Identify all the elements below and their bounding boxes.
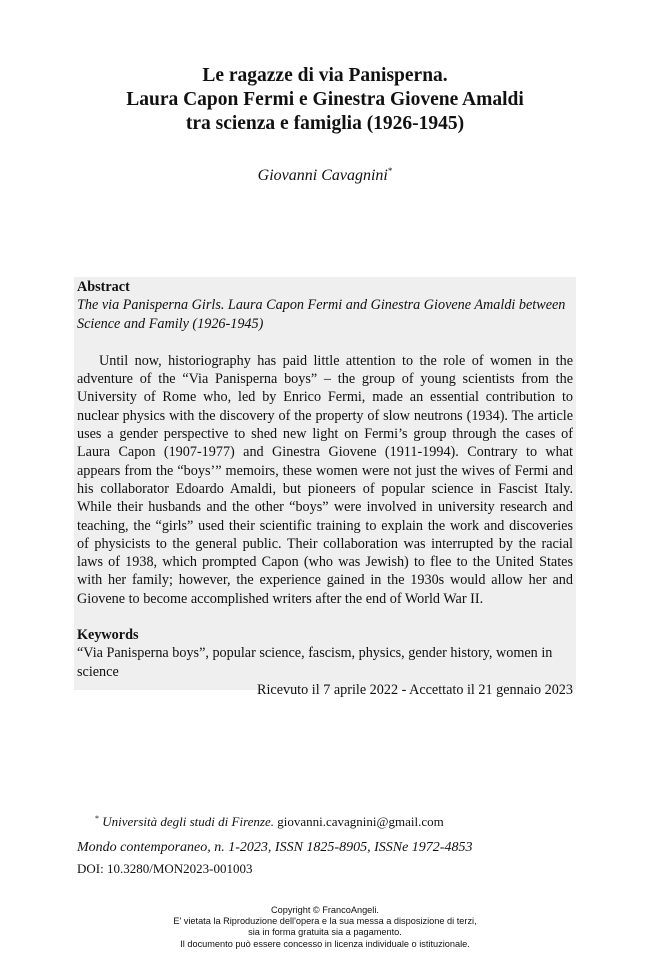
abstract-heading: Abstract bbox=[77, 279, 130, 295]
journal-citation: Mondo contemporaneo, n. 1-2023, ISSN 1825-8905, ISSNe 1972-4853 bbox=[77, 840, 473, 855]
abstract-body: Until now, historiography has paid little attention to the role of women in the adventure of the “Via Panisperna boys” – the group of young scientists from the University of Rome who, led by Enrico Fermi, made an essential contribution to nuclear physics with the discovery of the property of slow neutrons (1934). The article uses a gender perspective to shed new light on Fermi’s group through the cases of Laura Capon (1907-1977) and Ginestra Giovene (1911-1994). Contrary to what appears from the “boys’” memoirs, these women were not just the wives of Fermi and his collaborator Edoardo Amaldi, but pioneers of popular science in Fascist Italy. While their husbands and the other “boys” were involved in university research and teaching, the “girls” used their scientific training to explain the work and discoveries of physicists to the general public. Their collaboration was interrupted by the racial laws of 1938, which prompted Capon (who was Jewish) to flee to the United States with her family; however, the experience gained in the 1930s would allow her and Giovene to become accomplished writers after the end of World War II. bbox=[77, 352, 573, 607]
author-name: Giovanni Cavagnini bbox=[257, 167, 388, 184]
doi: DOI: 10.3280/MON2023-001003 bbox=[77, 861, 253, 876]
copyright-line-3: sia in forma gratuita sia a pagamento. bbox=[248, 927, 402, 938]
title-line-3: tra scienza e famiglia (1926-1945) bbox=[185, 113, 465, 134]
title-line-1: Le ragazze di via Panisperna. bbox=[202, 65, 448, 86]
abstract-english-title: The via Panisperna Girls. Laura Capon Fermi and Ginestra Giovene Amaldi between Science and Family (1926-1945) bbox=[77, 297, 566, 332]
footnote-mark: * bbox=[95, 814, 99, 823]
abstract-box bbox=[74, 277, 576, 698]
copyright-line-2: E' vietata la Riproduzione dell'opera e la sua messa a disposizione di terzi, bbox=[173, 916, 477, 927]
copyright-notice bbox=[0, 905, 650, 950]
copyright-line-1: Copyright © FrancoAngeli. bbox=[271, 905, 379, 915]
received-dates: Ricevuto il 7 aprile 2022 - Accettato il 21 gennaio 2023 bbox=[257, 681, 573, 698]
author-footnote bbox=[95, 814, 444, 830]
author-byline bbox=[0, 166, 650, 185]
keywords-heading: Keywords bbox=[77, 627, 139, 644]
author-footnote-mark: * bbox=[387, 166, 393, 176]
keywords-text: “Via Panisperna boys”, popular science, fascism, physics, gender history, women in science bbox=[77, 645, 553, 680]
author-email: giovanni.cavagnini@gmail.com bbox=[277, 814, 444, 829]
affiliation: Università degli studi di Firenze. bbox=[102, 814, 274, 829]
copyright-line-4: Il documento può essere concesso in licenza individuale o istituzionale. bbox=[180, 938, 470, 949]
title-line-2: Laura Capon Fermi e Ginestra Giovene Amaldi bbox=[126, 89, 524, 110]
article-title bbox=[0, 64, 650, 136]
